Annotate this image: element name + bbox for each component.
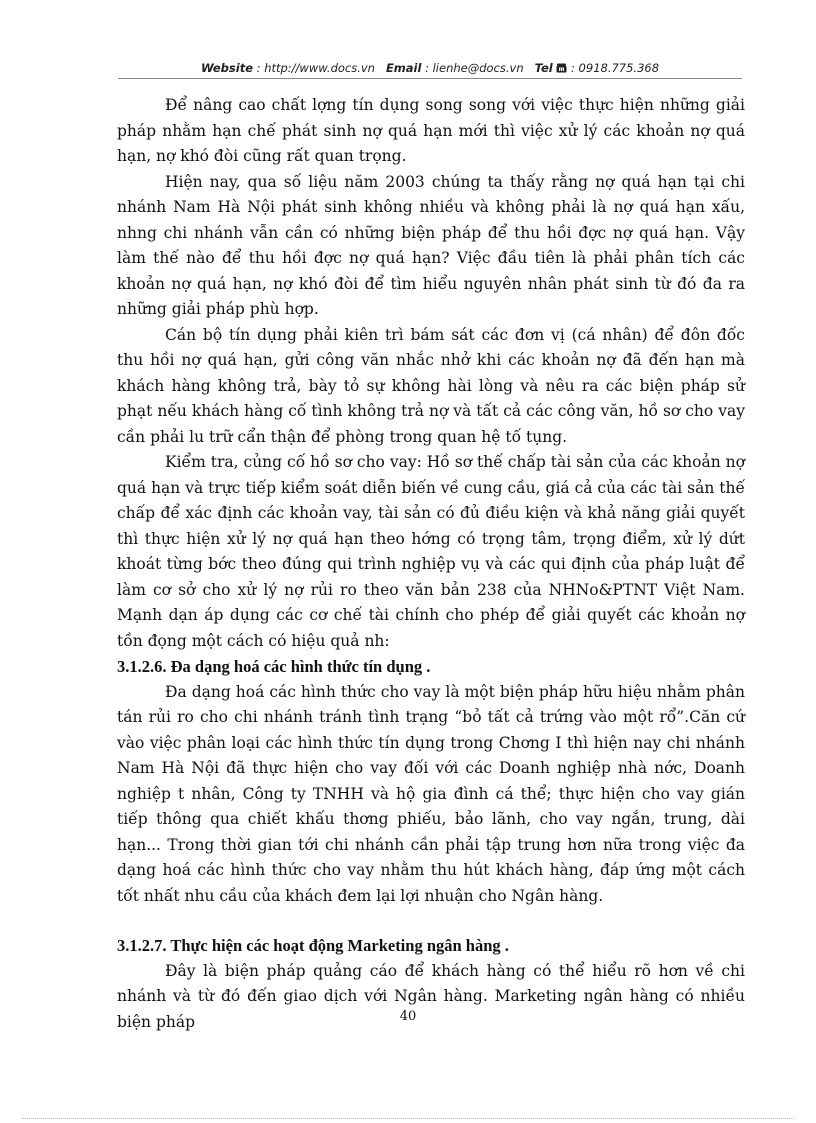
section-heading-3-1-2-6: 3.1.2.6. Đa dạng hoá các hình thức tín dụng . bbox=[117, 657, 431, 676]
phone-icon bbox=[556, 61, 571, 75]
website-link[interactable]: : http://www.docs.vn bbox=[256, 61, 375, 75]
section-heading-3-1-2-7: 3.1.2.7. Thực hiện các hoạt động Marketing ngân hàng . bbox=[117, 936, 509, 955]
section-spacer bbox=[117, 909, 745, 933]
paragraph-6: Đây là biện pháp quảng cáo để khách hàng có thể hiểu rõ hơn về chi nhánh và từ đó đến giao dịch với Ngân hàng. Marketing ngân hàng có nhiều biện pháp bbox=[117, 961, 745, 1031]
website-label: Website bbox=[200, 61, 254, 75]
paragraph-4: Kiểm tra, củng cố hồ sơ cho vay: Hồ sơ thế chấp tài sản của các khoản nợ quá hạn và trực tiếp kiểm soát diễn biến về cung cầu, giá cả của các tài sản thế chấp để xác định các khoản vay, tài sản có đủ điều kiện và khả năng giải quyết thì thực hiện xử lý nợ quá hạn theo hớng có trọng tâm, trọng điểm, xử lý dứt khoát từng bớc theo đúng qui trình nghiệp vụ và các qui định của pháp luật để làm cơ sở cho xử lý nợ rủi ro theo văn bản 238 của NHNo&PTNT Việt Nam. Mạnh dạn áp dụng các cơ chế tài chính cho phép để giải quyết các khoản nợ tồn đọng một cách có hiệu quả nh: bbox=[117, 453, 745, 650]
page-number: 40 bbox=[399, 1009, 417, 1024]
email-link[interactable]: : lienhe@docs.vn bbox=[425, 61, 524, 75]
page-header bbox=[120, 61, 740, 75]
document-body bbox=[117, 93, 745, 1035]
paragraph-1: Để nâng cao chất lợng tín dụng song song với việc thực hiện những giải pháp nhằm hạn chế phát sinh nợ quá hạn mới thì việc xử lý các khoản nợ quá hạn, nợ khó đòi cũng rất quan trọng. bbox=[117, 96, 745, 165]
paragraph-5: Đa dạng hoá các hình thức cho vay là một biện pháp hữu hiệu nhằm phân tán rủi ro cho chi nhánh tránh tình trạng “bỏ tất cả trứng vào một rổ”.Căn cứ vào việc phân loại các hình thức tín dụng trong Chơng I thì hiện nay chi nhánh Nam Hà Nội đã thực hiện cho vay đối với các Doanh nghiệp nhà nớc, Doanh nghiệp t nhân, Công ty TNHH và hộ gia đình cá thể; thực hiện cho vay gián tiếp thông qua chiết khấu thơng phiếu, bảo lãnh, cho vay ngắn, trung, dài hạn... Trong thời gian tới chi nhánh cần phải tập trung hơn nữa trong việc đa dạng hoá các hình thức cho vay nhằm thu hút khách hàng, đáp ứng một cách tốt nhất nhu cầu của khách đem lại lợi nhuận cho Ngân hàng. bbox=[117, 682, 745, 905]
tel-value: : 0918.775.368 bbox=[571, 61, 660, 75]
page-bottom-border bbox=[22, 1118, 794, 1119]
tel-label: Tel bbox=[534, 61, 553, 75]
paragraph-2: Hiện nay, qua số liệu năm 2003 chúng ta thấy rằng nợ quá hạn tại chi nhánh Nam Hà Nội phát sinh không nhiều và không phải là nợ quá hạn xấu, nhng chi nhánh vẫn cần có những biện pháp để thu hồi đợc nợ quá hạn. Vậy làm thế nào để thu hồi đợc nợ quá hạn? Việc đầu tiên là phải phân tích các khoản nợ quá hạn, nợ khó đòi để tìm hiểu nguyên nhân phát sinh từ đó đa ra những giải pháp phù hợp. bbox=[117, 172, 745, 318]
paragraph-3: Cán bộ tín dụng phải kiên trì bám sát các đơn vị (cá nhân) để đôn đốc thu hồi nợ quá hạn, gửi công văn nhắc nhở khi các khoản nợ đã đến hạn mà khách hàng không trả, bày tỏ sự không hài lòng và nêu ra các biện pháp sử phạt nếu khách hàng cố tình không trả nợ và tất cả các công văn, hồ sơ cho vay cần phải lu trữ cẩn thận để phòng trong quan hệ tố tụng. bbox=[117, 325, 745, 446]
email-label: Email bbox=[385, 61, 422, 75]
header-divider bbox=[118, 78, 742, 79]
